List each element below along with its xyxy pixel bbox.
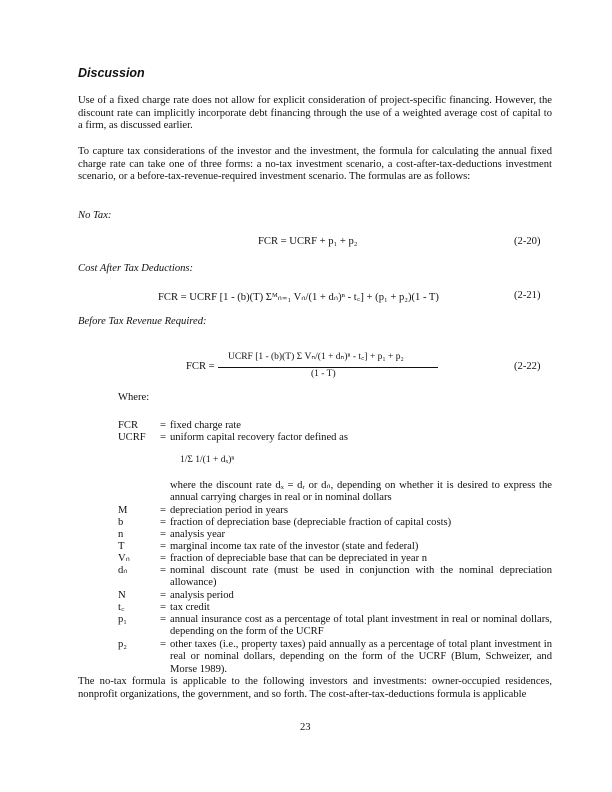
definition-item bbox=[118, 639, 552, 676]
equation-numerator: UCRF [1 - (b)(T) Σ Vₙ/(1 + dₙ)ⁿ - t꜀] + p₁ + p₂ bbox=[228, 352, 404, 362]
equals-sign: = bbox=[160, 639, 166, 650]
equation-number: (2-22) bbox=[514, 361, 541, 372]
page-number: 23 bbox=[300, 722, 311, 733]
definition-item bbox=[118, 420, 552, 432]
ucrf-formula: 1/Σ 1/(1 + dₓ)ⁿ bbox=[180, 455, 235, 465]
definition-item bbox=[118, 590, 552, 602]
def-text: nominal discount rate (must be used in conjunction with the nominal depreciation allowance) bbox=[170, 565, 552, 589]
equals-sign: = bbox=[160, 614, 166, 625]
def-symbol: N bbox=[118, 590, 126, 601]
def-symbol: p₂ bbox=[118, 639, 127, 650]
def-symbol: b bbox=[118, 517, 124, 528]
equals-sign: = bbox=[160, 541, 166, 552]
def-symbol: T bbox=[118, 541, 125, 552]
equals-sign: = bbox=[160, 590, 166, 601]
def-text: analysis year bbox=[170, 529, 226, 540]
where-label: Where: bbox=[118, 392, 150, 403]
equals-sign: = bbox=[160, 517, 166, 528]
def-symbol: FCR bbox=[118, 420, 139, 431]
equation-denominator: (1 - T) bbox=[311, 369, 336, 379]
def-text: depreciation period in years bbox=[170, 505, 288, 516]
paragraph-2: To capture tax considerations of the investor and the investment, the formula for calculating the annual fixed charge rate can take one of three forms: a no-tax investment scenario, a cost-after-tax-deductions investment scenario, or a before-tax-revenue-required investment scenario. The formulas are as follows: bbox=[78, 146, 552, 183]
equals-sign: = bbox=[160, 505, 166, 516]
def-symbol: UCRF bbox=[118, 432, 146, 443]
definition-item bbox=[118, 602, 552, 614]
equation-number: (2-21) bbox=[514, 290, 541, 301]
def-text: marginal income tax rate of the investor (state and federal) bbox=[170, 541, 419, 552]
equals-sign: = bbox=[160, 432, 166, 443]
equation-lhs: FCR = bbox=[186, 361, 215, 372]
def-text: fraction of depreciation base (depreciable fraction of capital costs) bbox=[170, 517, 452, 528]
cost-after-tax-label: Cost After Tax Deductions: bbox=[78, 263, 194, 274]
equation-number: (2-20) bbox=[514, 236, 541, 247]
def-symbol: Vₙ bbox=[118, 553, 130, 564]
paragraph-3: The no-tax formula is applicable to the following investors and investments: owner-occupied residences, nonprofit organizations, the government, and so forth. The cost-after-tax-deductions formula is applicable bbox=[78, 676, 552, 700]
paragraph-1: Use of a fixed charge rate does not allow for explicit consideration of project-specific financing. However, the discount rate can implicitly incorporate debt financing through the use of a weighted average cost of capital to a firm, as discussed earlier. bbox=[78, 95, 552, 132]
equals-sign: = bbox=[160, 565, 166, 576]
def-symbol: n bbox=[118, 529, 124, 540]
definition-item bbox=[118, 517, 552, 529]
fraction-line bbox=[218, 367, 438, 368]
def-text: other taxes (i.e., property taxes) paid annually as a percentage of total plant investment in real or nominal dollars, depending on the form of the UCRF (Blum, Schweizer, and Morse 1989). bbox=[170, 639, 552, 675]
no-tax-label: No Tax: bbox=[78, 210, 112, 221]
def-text: uniform capital recovery factor defined as bbox=[170, 432, 348, 443]
def-text: where the discount rate dₓ = dᵣ or dₙ, depending on whether it is desired to express the annual carrying charges in real or in nominal dollars bbox=[170, 480, 552, 504]
def-text: annual insurance cost as a percentage of total plant investment in real or nominal dollars, depending on the form of the UCRF bbox=[170, 614, 552, 638]
equals-sign: = bbox=[160, 602, 166, 613]
def-text: fraction of depreciable base that can be depreciated in year n bbox=[170, 553, 428, 564]
definition-item bbox=[118, 432, 552, 444]
before-tax-label: Before Tax Revenue Required: bbox=[78, 316, 207, 327]
definition-item bbox=[118, 505, 552, 517]
equation-2-20: FCR = UCRF + p₁ + p₂ bbox=[258, 236, 358, 247]
equals-sign: = bbox=[160, 529, 166, 540]
def-symbol: dₙ bbox=[118, 565, 128, 576]
section-heading: Discussion bbox=[78, 66, 145, 80]
def-text: analysis period bbox=[170, 590, 234, 601]
def-symbol: p₁ bbox=[118, 614, 127, 625]
definition-item bbox=[118, 541, 552, 553]
equals-sign: = bbox=[160, 420, 166, 431]
equation-2-21: FCR = UCRF [1 - (b)(T) Σᴹₙ₌₁ Vₙ/(1 + dₙ)ⁿ - t꜀] + (p₁ + p₂)(1 - T) bbox=[158, 292, 439, 303]
definition-item bbox=[118, 529, 552, 541]
def-text: fixed charge rate bbox=[170, 420, 241, 431]
equals-sign: = bbox=[160, 553, 166, 564]
def-text: tax credit bbox=[170, 602, 210, 613]
definition-item bbox=[118, 553, 552, 565]
definition-item bbox=[118, 614, 552, 639]
ucrf-note bbox=[118, 480, 552, 505]
def-symbol: t꜀ bbox=[118, 602, 125, 613]
def-symbol: M bbox=[118, 505, 128, 516]
definition-item bbox=[118, 565, 552, 590]
